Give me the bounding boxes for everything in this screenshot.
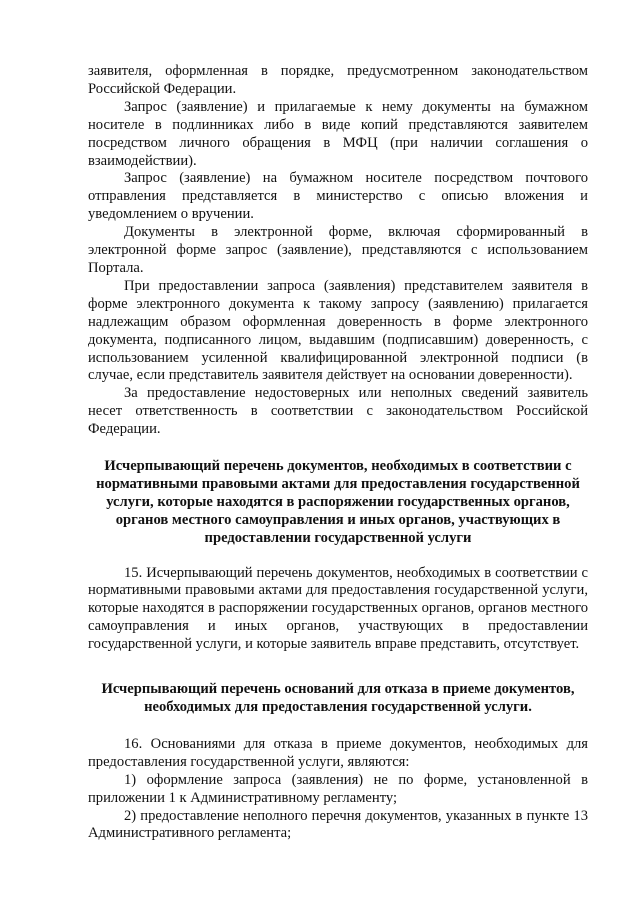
paragraph-continuation: заявителя, оформленная в порядке, предусмотренном законодательством Российской Федерации. [88, 63, 588, 97]
paragraph-16: 16. Основаниями для отказа в приеме документов, необходимых для предоставления государственной услуги, являются: [88, 735, 588, 770]
paragraph-electronic-submission: Документы в электронной форме, включая сформированный в электронной форме запрос (заявление), представляются с использованием Портала. [88, 224, 588, 276]
paragraph-representative: При предоставлении запроса (заявления) представителем заявителя в форме электронного документа к такому запросу (заявлению) прилагается надлежащим образом оформленная доверенность в форме электронного документа, подписанного лицом, выдавшим (подписавшим) доверенность, с использованием усиленной квалифицированной электронной подписи (в случае, если представитель заявителя действует на основании доверенности). [88, 277, 588, 384]
paragraph-paper-submission: Запрос (заявление) и прилагаемые к нему документы на бумажном носителе в подлинниках либо в виде копий представляются заявителем посредством личного обращения в МФЦ (при наличии соглашения о взаимодействии). [88, 98, 588, 169]
paragraph-15: 15. Исчерпывающий перечень документов, необходимых в соответствии с нормативными правовыми актами для предоставления государственной услуги, которые находятся в распоряжении государственных органов, органов местного самоуправления и иных органов, участвующих в предоставлении государственной услуги, и которые заявитель вправе представить, отсутствует. [88, 564, 588, 653]
document-body [88, 63, 588, 843]
paragraph-responsibility: За предоставление недостоверных или неполных сведений заявитель несет ответственность в соответствии с законодательством Российской Федерации. [88, 385, 588, 438]
list-item: 2) предоставление неполного перечня документов, указанных в пункте 13 Административного регламента; [88, 807, 588, 842]
list-item: 1) оформление запроса (заявления) не по форме, установленной в приложении 1 к Административному регламенту; [88, 771, 588, 806]
section-heading-documents: Исчерпывающий перечень документов, необходимых в соответствии с нормативными правовыми актами для предоставления государственной услуги, которые находятся в распоряжении государственных органов, органов местного самоуправления и иных органов, участвующих в предоставлении государственной услуги [96, 458, 580, 546]
section-heading-refusal: Исчерпывающий перечень оснований для отказа в приеме документов, необходимых для предоставления государственной услуги. [101, 681, 575, 715]
paragraph-postal-submission: Запрос (заявление) на бумажном носителе посредством почтового отправления представляется в министерство с описью вложения и уведомлением о вручении. [88, 170, 588, 223]
